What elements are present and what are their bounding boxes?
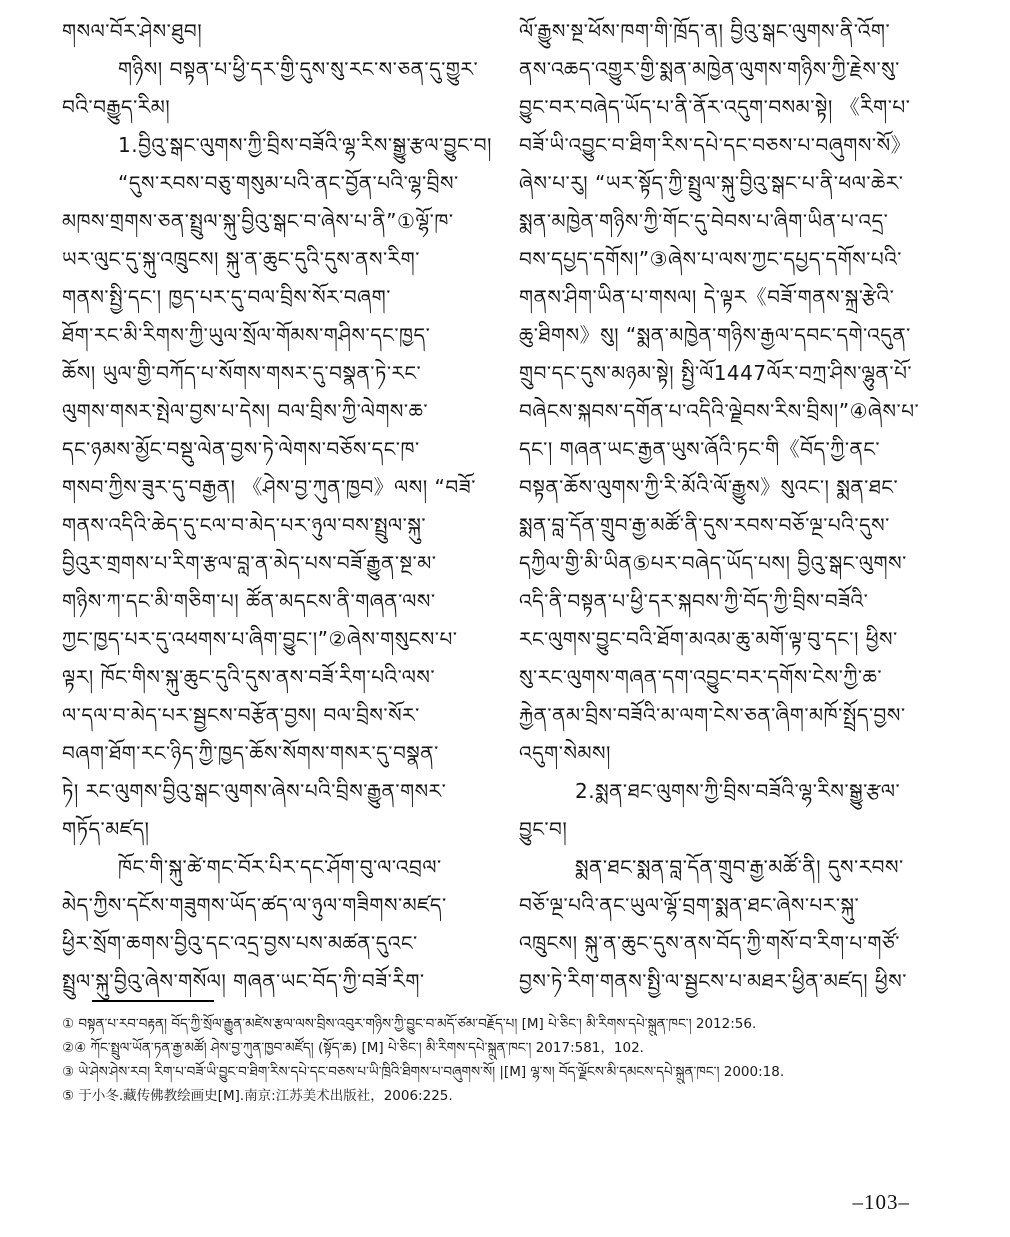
text-line: བཞེངས་སྐབས་དགོན་པ་འདིའི་ལྗེབས་རིས་བྲིས།”④ཞེས་པ་ bbox=[519, 399, 920, 423]
footnote-line: ②④ ཀོང་སྤྲུལ་ཡོན་ཏན་རྒྱ་མཚོ། ཤེས་བྱ་ཀུན་ཁྱབ་མཛོད། (སྟོད་ཆ) [M] པེ་ཅིང་། མི་རིགས་དཔེ་སྐྲུན་ཁང་། 2017:581，102. bbox=[62, 1040, 644, 1056]
text-line: བྱུང་བར་བཞེད་ཡོད་པ་ནི་ནོར་འདུག་བསམ་སྟེ། 《རིག་པ་ bbox=[519, 95, 911, 119]
text-line: བཅོ་ལྔ་པའི་ནང་ཡུལ་ལྷོ་བྲག་སྨན་ཐང་ཞེས་པར་སྐུ་ bbox=[519, 893, 860, 917]
text-line: སྨན་ཐང་སྨན་བླ་དོན་གྲུབ་རྒྱ་མཚོ་ནི། དུས་རབས་ bbox=[575, 855, 904, 879]
text-line: བཟོ་ཡི་འབྱུང་བ་ཐིག་རིས་དཔེ་དང་བཅས་པ་བཞུགས་སོ》 bbox=[519, 133, 912, 157]
text-line: 2.སྨན་ཐང་ལུགས་ཀྱི་བྲིས་བཟོའི་ལྷ་རིས་སྒྱུ་རྩལ་ bbox=[575, 779, 901, 803]
right-column bbox=[519, 12, 966, 1000]
text-line: འདུག་སེམས། bbox=[519, 741, 611, 765]
text-line: ལུགས་གསར་སྤེལ་བྱས་པ་དེས། བལ་བྲིས་ཀྱི་ལེགས་ཆ་ bbox=[62, 399, 429, 423]
text-line: འཁྲུངས། སྐུ་ན་ཆུང་དུས་ནས་བོད་ཀྱི་གསོ་བ་རིག་པ་གཙོ་ bbox=[519, 931, 900, 955]
text-line: རང་ལུགས་བྱུང་བའི་ཐོག་མའམ་ཆུ་མགོ་ལྟ་བུ་དང་། ཕྱིས་ bbox=[519, 627, 898, 651]
text-line: བྱས་ཏེ་རིག་གནས་སྤྱི་ལ་སྦྱངས་པ་མཐར་ཕྱིན་མཛད། ཕྱིས་ bbox=[519, 969, 907, 993]
footnote-separator-rule bbox=[92, 1000, 214, 1002]
text-line: མེད་ཀྱིས་དངོས་གཟུགས་ཡོད་ཚད་ལ་ཉུལ་གཟིགས་མཛད་ bbox=[62, 893, 447, 917]
footnote-list bbox=[62, 1012, 958, 1108]
text-line: གཉིས། བསྟན་པ་ཕྱི་དར་གྱི་དུས་སུ་རང་ས་ཅན་དུ་གྱུར་ bbox=[118, 57, 479, 81]
footnote-line: ③ ཡེ་ཤེས་ཤེས་རབ། རིག་པ་བཟོ་ཡི་བྱུང་བ་ཐིག་རིས་དཔེ་དང་བཅས་པ་ཡི་ཁྲིའི་ཐིགས་པ་བཞུགས་སོ། |[M] ལྷ་ས། བོད་ལྗོངས་མི་དམངས་དཔེ་སྐྲུན་ཁང་། 2000:18. bbox=[62, 1064, 785, 1080]
text-columns bbox=[62, 12, 958, 1000]
text-line: གནས་སྤྱི་དང་། ཁྱད་པར་དུ་བལ་བྲིས་སོར་བཞག་ bbox=[62, 285, 391, 309]
text-line: 1.བྱིའུ་སྒང་ལུགས་ཀྱི་བྲིས་བཟོའི་ལྷ་རིས་སྒྱུ་རྩལ་བྱུང་བ། bbox=[118, 133, 492, 157]
footnote-block bbox=[62, 1000, 958, 1108]
text-line: གསབ་ཀྱིས་ཟུར་དུ་བརྒྱན། 《ཤེས་བྱ་ཀུན་ཁྱབ》ལས། “བཟོ་ bbox=[62, 475, 476, 499]
text-line: ཞེས་པ་རུ། “ཡར་སྟོད་ཀྱི་སྤྲུལ་སྐུ་བྱིའུ་སྒང་པ་ནི་ཕལ་ཆེར་ bbox=[519, 171, 904, 195]
text-line: དང་ཉམས་མྱོང་བསྡུ་ལེན་བྱས་ཏེ་ལེགས་བཅོས་དང་ཁ་ bbox=[62, 437, 420, 461]
text-line: བའི་བརྒྱུད་རིམ། bbox=[62, 95, 171, 119]
text-line: གཉིས་ཀ་དང་མི་གཅིག་པ། ཚོན་མདངས་ནི་གཞན་ལས་ bbox=[62, 589, 436, 613]
text-line: ཆོས། ཡུལ་གྱི་བཀོད་པ་སོགས་གསར་དུ་བསྣན་ཏེ་རང་ bbox=[62, 361, 422, 385]
text-line: ལྟར། ཁོང་གིས་སྐུ་ཆུང་དུའི་དུས་ནས་བཟོ་རིག་པའི་ལས་ bbox=[62, 665, 436, 689]
text-line: རྐྱེན་ནམ་བྲིས་བཟོའི་མ་ལག་ངེས་ཅན་ཞིག་མཁོ་སྤྲོད་བྱས་ bbox=[519, 703, 906, 727]
text-line: ལོ་རྒྱུས་སྔ་ཕོས་ཁག་གི་ཁྲོད་ན། བྱིའུ་སྒང་ལུགས་ནི་འོག་ bbox=[519, 19, 891, 43]
text-line: ཡར་ལུང་དུ་སྐུ་འཁྲུངས། སྐུ་ན་ཆུང་དུའི་དུས་ནས་རིག་ bbox=[62, 247, 420, 271]
text-line: ཁོང་གི་སྐུ་ཚེ་གང་བོར་པིར་དང་ཤོག་བུ་ལ་འབྲལ་ bbox=[118, 855, 442, 879]
text-line: ཕྱིར་སྲོག་ཆགས་བྱིའུ་དང་འདྲ་བྱས་པས་མཚན་དུའང་ bbox=[62, 931, 418, 955]
text-line: འདི་ནི་བསྟན་པ་ཕྱི་དར་སྐབས་ཀྱི་བོད་ཀྱི་བྲིས་བཟོའི་ bbox=[519, 589, 869, 613]
text-line: བསྟན་ཆོས་ལུགས་ཀྱི་རི་མོའི་ལོ་རྒྱུས》སུའང་། སྨན་ཐང་ bbox=[519, 475, 899, 499]
text-line: གྲུབ་དང་དུས་མཉམ་སྟེ། སྤྱི་ལོ1447ལོར་བཀྲ་ཤིས་ལྷུན་པོ་ bbox=[519, 361, 913, 385]
text-line: སྨན་མཁྱེན་གཉིས་ཀྱི་གོང་དུ་བེབས་པ་ཞིག་ཡིན་པ་འདྲ་ bbox=[519, 209, 889, 233]
text-line: བྱུང་བ། bbox=[519, 817, 568, 841]
text-line: མཁས་གྲགས་ཅན་སྤྲུལ་སྐུ་བྱིའུ་སྒང་བ་ཞེས་པ་ནི”①ལྷོ་ཁ་ bbox=[62, 209, 454, 233]
text-line: ཏེ། རང་ལུགས་བྱིའུ་སྒང་ལུགས་ཞེས་པའི་བྲིས་རྒྱུན་གསར་ bbox=[62, 779, 447, 803]
left-column bbox=[62, 12, 509, 1000]
text-line: ཆུ་ཐིགས》སུ། “སྨན་མཁྱེན་གཉིས་རྒྱལ་དབང་དགེ་འདུན་ bbox=[519, 323, 911, 347]
text-line: དང་། གཞན་ཡང་རྒྱན་ཡུས་ཞོའི་ཏང་གི《བོད་ཀྱི་ནང་ bbox=[519, 437, 881, 461]
text-line: སྨན་བླ་དོན་གྲུབ་རྒྱ་མཚོ་ནི་དུས་རབས་བཅོ་ལྔ་པའི་དུས་ bbox=[519, 513, 890, 537]
text-line: དཀྱིལ་གྱི་མི་ཡིན⑤པར་བཞེད་ཡོད་པས། བྱིའུ་སྒང་ལུགས་ bbox=[519, 551, 907, 575]
text-line: ཀྱང་ཁྱད་པར་དུ་འཕགས་པ་ཞིག་བྱུང་།”②ཞེས་གསུངས་པ་ bbox=[62, 627, 458, 651]
footnote-line: ① བསྟན་པ་རབ་བརྟན། བོད་ཀྱི་སྲོལ་རྒྱུན་མཛེས་རྩལ་ལས་བྲིས་འབུར་གཉིས་ཀྱི་བྱུང་བ་མདོ་ཙམ་བརྗོད་པ། [M] པེ་ཅིང་། མི་རིགས་དཔེ་སྐྲུན་ཁང་། 2012:56. bbox=[62, 1016, 757, 1032]
text-line: ལ་དལ་བ་མེད་པར་སྦྱངས་བརྩོན་བྱས། བལ་བྲིས་སོར་ bbox=[62, 703, 420, 727]
page-number: –103– bbox=[852, 1190, 910, 1214]
text-line: གཏོད་མཛད། bbox=[62, 817, 150, 841]
text-line: ཐོག་རང་མི་རིགས་ཀྱི་ཡུལ་སྲོལ་གོམས་གཤིས་དང་ཁྱད་ bbox=[62, 323, 431, 347]
text-line: གནས་ཤིག་ཡིན་པ་གསལ། དེ་ལྟར《བཟོ་གནས་སྐྲ་རྩེའི་ bbox=[519, 285, 895, 309]
text-line: སྤྲུལ་སྐུ་བྱིའུ་ཞེས་གསོལ། གཞན་ཡང་བོད་ཀྱི་བཟོ་རིག་ bbox=[62, 969, 425, 993]
text-line: བཞག་ཐོག་རང་ཉིད་ཀྱི་ཁྱད་ཆོས་སོགས་གསར་དུ་བསྣན་ bbox=[62, 741, 439, 765]
text-line: “དུས་རབས་བཅུ་གསུམ་པའི་ནང་བྱོན་པའི་ལྷ་བྲིས་ bbox=[118, 171, 459, 195]
text-line: ནས་འཆད་འགྱུར་གྱི་སྨན་མཁྱེན་ལུགས་གཉིས་ཀྱི་རྗེས་སུ་ bbox=[519, 57, 900, 81]
text-line: བྱིའུར་གྲགས་པ་རིག་རྩལ་བླ་ན་མེད་པས་བཟོ་རྒྱུན་སྔ་མ་ bbox=[62, 551, 437, 575]
text-line: གསལ་བོར་ཤེས་ཐུབ། bbox=[62, 19, 203, 43]
text-line: སུ་རང་ལུགས་གཞན་དག་འབྱུང་བར་དགོས་ངེས་ཀྱི་ཆ་ bbox=[519, 665, 883, 689]
text-line: གནས་འདིའི་ཆེད་དུ་ངལ་བ་མེད་པར་ཉུལ་བས་སྤྲུལ་སྐུ་ bbox=[62, 513, 427, 537]
text-line: བས་དཔྱད་དགོས།”③ཞེས་པ་ལས་ཀྱང་དཔྱད་དགོས་པའི་ bbox=[519, 247, 903, 271]
footnote-line: ⑤ 于小冬.藏传佛教绘画史[M].南京:江苏美术出版社，2006:225. bbox=[62, 1088, 453, 1104]
